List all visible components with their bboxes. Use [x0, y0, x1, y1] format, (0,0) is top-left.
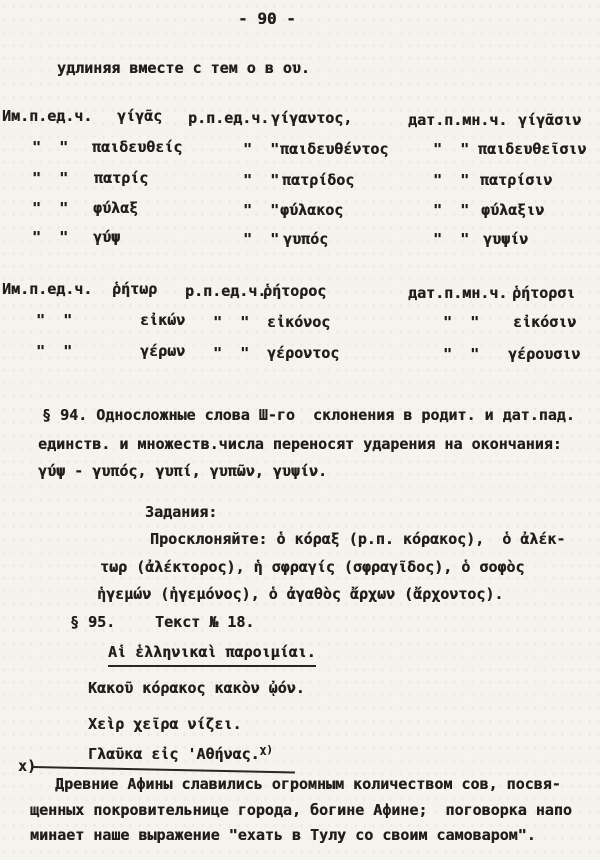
greek-word: εἰκών	[140, 311, 186, 329]
greek-word: γύψ	[93, 228, 121, 246]
greek-word: ῥήτορος	[263, 282, 327, 300]
greek-word: εἰκόνος	[267, 313, 331, 331]
footnote-line: минает наше выражение "ехать в Тулу со своим самоваром".	[30, 826, 536, 844]
greek-text-title: Αἱ ἑλληνικαὶ παροιμίαι.	[108, 644, 316, 667]
greek-word: ῥήτωρ	[112, 280, 158, 298]
greek-word: πατρίσιν	[480, 171, 553, 189]
greek-word: πατρίς	[94, 169, 149, 187]
case-label: р.п.ед.ч.	[188, 109, 270, 127]
greek-word: γυπός	[283, 230, 329, 248]
greek-word: παιδευθείς	[92, 138, 183, 156]
ditto-mark: " "	[36, 311, 73, 329]
ditto-mark: " "	[243, 201, 280, 219]
greek-word: πατρίδος	[282, 171, 355, 189]
section-95-number: § 95.	[70, 613, 116, 631]
ditto-mark: " "	[32, 199, 69, 217]
footnote-marker: х)	[18, 757, 37, 775]
greek-word: γίγᾶς	[117, 107, 163, 125]
greek-word: φύλαξ	[93, 199, 139, 217]
greek-word: ῥήτορσι	[512, 284, 576, 302]
ditto-mark: " "	[433, 201, 470, 219]
proverb-text: Γλαῦκα εἰς 'Αθήνας.	[88, 745, 260, 763]
footnote-line: щенных покровительнице города, богине Афине; поговорка напо	[30, 801, 572, 819]
tasks-line: τωρ (ἀλέκτορος), ἡ σφραγίς (σφραγῖδος), ὁ σοφὸς	[100, 558, 525, 576]
greek-word: φύλακος	[280, 201, 344, 219]
greek-word: παιδευθεῖσιν	[478, 140, 587, 158]
paragraph-line: § 94. Односложные слова Ш-го склонения в родит. и дат.пад.	[42, 406, 575, 424]
ditto-mark: " "	[32, 228, 69, 246]
ditto-mark: " "	[433, 140, 470, 158]
ditto-mark: " "	[443, 345, 480, 363]
proverb-line: Χεὶρ χεῖρα νίζει.	[88, 715, 242, 733]
greek-word: παιδευθέντος	[280, 140, 389, 158]
proverb-line: Κακοῦ κόρακος κακὸν ᾠόν.	[88, 679, 305, 697]
text-number-heading: Текст № 18.	[155, 613, 255, 631]
paragraph-line: единств. и множеств.числа переносят ударения на окончания:	[38, 435, 562, 453]
intro-line: удлиняя вместе с тем о в ου.	[57, 59, 310, 77]
tasks-heading: Задания:	[145, 503, 218, 521]
proverb-line	[88, 743, 273, 763]
ditto-mark: " "	[32, 138, 69, 156]
greek-word: γέρουσιν	[508, 345, 581, 363]
greek-word: γέρων	[140, 342, 186, 360]
greek-word: γίγᾶσιν	[518, 111, 582, 129]
footnote-reference: χ)	[259, 743, 273, 756]
page-number: - 90 -	[238, 9, 296, 28]
greek-word: γίγαντος,	[271, 109, 353, 127]
paragraph-line: γύψ - γυπός, γυπί, γυπῶν, γυψίν.	[38, 462, 327, 480]
footnote-line: Древние Афины славились огромным количеством сов, посвя-	[55, 775, 561, 793]
footnote-divider	[33, 766, 295, 773]
greek-word: εἰκόσιν	[513, 313, 577, 331]
case-label: Им.п.ед.ч.	[2, 280, 93, 298]
ditto-mark: " "	[36, 342, 73, 360]
ditto-mark: " "	[433, 171, 470, 189]
case-label: р.п.ед.ч.	[185, 282, 267, 300]
tasks-line: Просклоняйте: ὁ κόραξ (р.п. κόρακος), ὁ ἀλέκ-	[150, 530, 566, 548]
greek-word: γέροντος	[267, 344, 340, 362]
case-label: дат.п.мн.ч.	[408, 284, 508, 302]
ditto-mark: " "	[243, 140, 280, 158]
ditto-mark: " "	[433, 230, 470, 248]
greek-word: γυψίν	[483, 230, 529, 248]
tasks-line: ἡγεμών (ἡγεμόνος), ὁ ἀγαθὸς ἄρχων (ἄρχοντος).	[97, 585, 504, 603]
ditto-mark: " "	[243, 230, 280, 248]
ditto-mark: " "	[213, 344, 250, 362]
ditto-mark: " "	[243, 171, 280, 189]
case-label: дат.п.мн.ч.	[408, 111, 508, 129]
case-label: Им.п.ед.ч.	[2, 107, 93, 125]
ditto-mark: " "	[213, 313, 250, 331]
ditto-mark: " "	[443, 313, 480, 331]
ditto-mark: " "	[32, 169, 69, 187]
greek-word: φύλαξιν	[481, 201, 545, 219]
